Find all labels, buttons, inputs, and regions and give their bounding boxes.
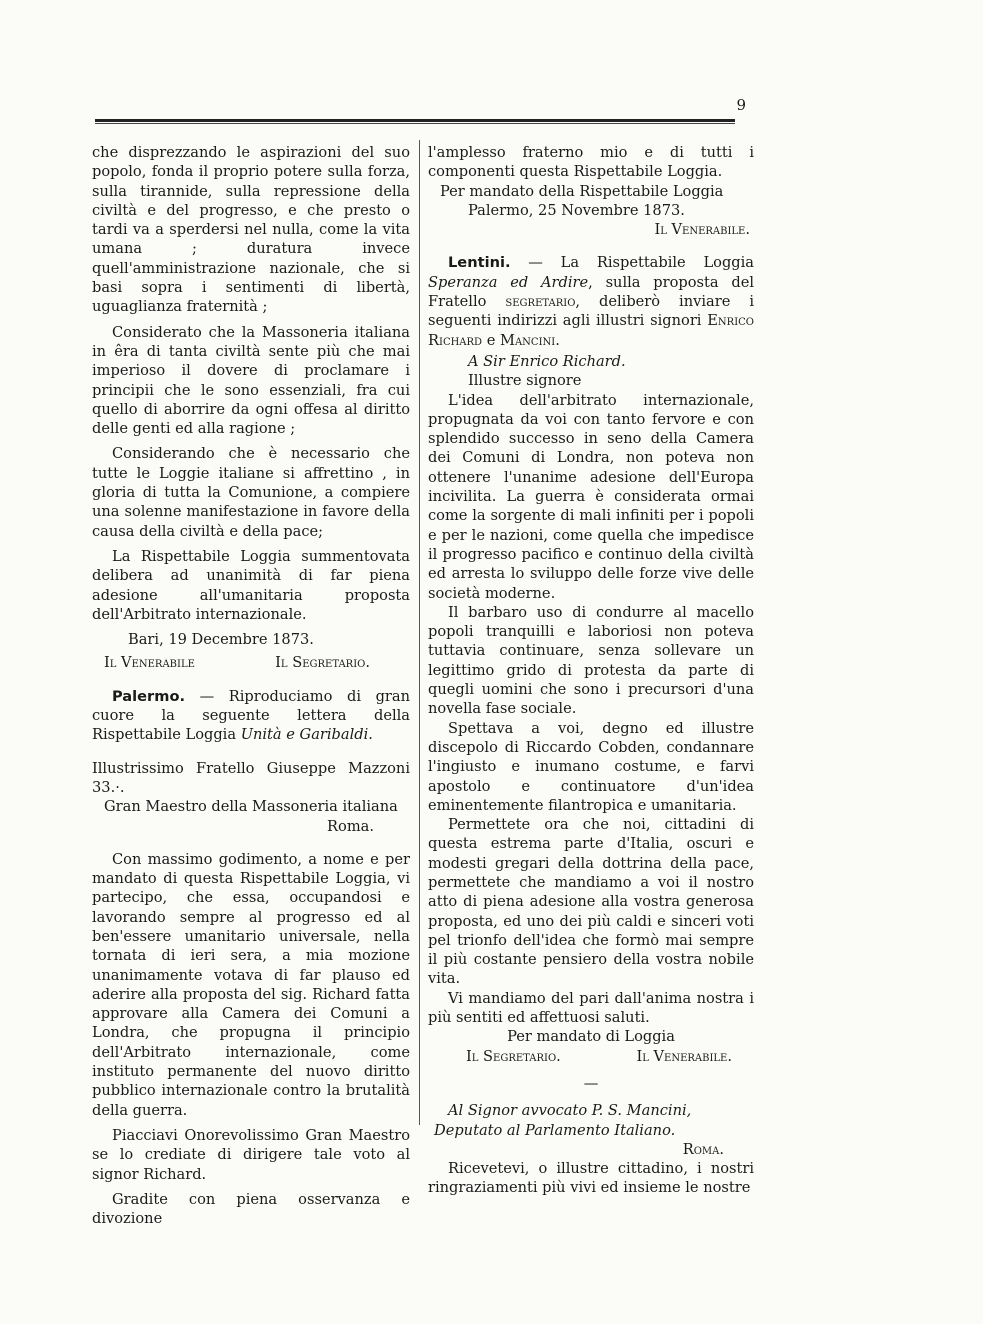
paragraph: Spettava a voi, degno ed illustre discepolo di Riccardo Cobden, condannare l'ingiusto e inumano costume, e farvi apostolo e continuatore d'un'idea eminentemente filantropica e umanitaria. <box>428 719 754 814</box>
signature-row <box>428 1047 754 1066</box>
paragraph: L'idea dell'arbitrato internazionale, propugnata da voi con tanto fervore e con splendido successo in seno della Camera dei Comuni di Londra, non poteva non ottenere l'unanime adesione dell'Europa incivilita. La guerra è considerata ormai come la sorgente di mali infiniti per i popoli e per le nazioni, come quella che impedisce il progresso pacifico e continuo della civiltà ed arresta lo sviluppo delle forze vive delle società moderne. <box>428 391 754 602</box>
paragraph: Ricevetevi, o illustre cittadino, i nostri ringraziamenti più vivi ed insieme le nostre <box>428 1160 754 1197</box>
section-text: — La Rispettabile Loggia <box>510 254 754 272</box>
lodge-name: Speranza ed Ardire <box>428 273 589 291</box>
signature-segretario: Il Segretario. <box>466 1047 561 1065</box>
paragraph: La Rispettabile Loggia summentovata delibera ad unanimità di far piena adesione all'umanitaria proposta dell'Arbitrato internazionale. <box>92 547 410 623</box>
signature-segretario: Il Segretario. <box>275 654 370 672</box>
section-text: , deliberò inviare i seguenti indirizzi agli illustri signori <box>428 293 754 330</box>
person-name: Mancini. <box>500 331 560 349</box>
paragraph: Con massimo godimento, a nome e per mandato di questa Rispettabile Loggia, vi partecipo, che essa, occupandosi e lavorando sempre al progresso ed al ben'essere umanitario universale, nella tornata di ieri sera, a mia mozione unanimamente votava di far plauso ed aderire alla proposta del sig. Richard fatta approvare alla Camera dei Comuni a Londra, che propugna il principio dell'Arbitrato internazionale, come instituto permanente del nuovo diritto pubblico internazionale contro la brutalità della guerra. <box>92 850 410 1119</box>
address-line: Illustrissimo Fratello Giuseppe Mazzoni 33.·. <box>92 759 410 796</box>
separator: — <box>583 1074 599 1092</box>
signoff-line: Per mandato di Loggia <box>507 1028 675 1046</box>
signature-venerabile: Il Venerabile <box>104 654 195 672</box>
role-name: segretario <box>505 293 576 311</box>
date-line: Bari, 19 Decembre 1873. <box>128 631 314 649</box>
section-text: e <box>482 331 501 349</box>
letter-address: Roma. <box>682 1140 724 1158</box>
paragraph: l'amplesso fraterno mio e di tutti i componenti questa Rispettabile Loggia. <box>428 144 754 181</box>
paragraph: Vi mandiamo del pari dall'anima nostra i più sentiti ed affettuosi saluti. <box>428 989 754 1027</box>
signature-venerabile: Il Venerabile. <box>654 221 750 239</box>
section-heading: Palermo. <box>112 687 186 705</box>
signature-venerabile: Il Venerabile. <box>636 1047 732 1065</box>
header-rule <box>95 119 735 124</box>
page-number: 9 <box>736 96 746 114</box>
salutation: Illustre signore <box>468 372 582 390</box>
address-line: Roma. <box>327 817 374 835</box>
section-text: — Riproduciamo di gran cuore la seguente lettera della Rispettabile Loggia <box>92 687 410 744</box>
paragraph: Il barbaro uso di condurre al macello popoli tranquilli e laboriosi non poteva tuttavia continuare, senza sollevare un legittimo grido di protesta da parte di quegli uomini che sono i precursori d'una novella fase sociale. <box>428 603 754 718</box>
paragraph: Considerato che la Massoneria italiana in êra di tanta civiltà sente più che mai imperioso il dovere di proclamare i principii che le sono essenziali, fra cui quello di aborrire da ogni offesa al diritto delle genti ed alla ragione ; <box>92 323 410 438</box>
signoff-line: Per mandato della Rispettabile Loggia <box>440 182 724 200</box>
right-column <box>428 143 754 1198</box>
section-palermo <box>92 687 410 745</box>
letter-address: Al Signor avvocato P. S. Mancini, <box>448 1102 692 1120</box>
letter-address: A Sir Enrico Richard. <box>468 352 626 370</box>
paragraph: Permettete ora che noi, cittadini di questa estrema parte d'Italia, oscuri e modesti gregari della dottrina della pace, permettete che mandiamo a voi il nostro atto di piena adesione alla vostra generosa proposta, ed uno dei più caldi e sinceri voti pel trionfo dell'idea che formò mai sempre il più costante pensiero della vostra nobile vita. <box>428 816 754 988</box>
paragraph: che disprezzando le aspirazioni del suo popolo, fonda il proprio potere sulla forza, sulla tirannide, sulla repressione della civiltà e del progresso, e che presto o tardi va a sperdersi nel nulla, come la vita umana ; duratura invece quell'amministrazione nazionale, che si basi sopra i sentimenti di libertà, uguaglianza fraternità ; <box>92 144 410 316</box>
section-heading: Lentini. <box>448 254 511 272</box>
section-lentini <box>428 253 754 349</box>
date-line: Palermo, 25 Novembre 1873. <box>468 201 685 219</box>
paragraph: Gradite con piena osservanza e divozione <box>92 1190 410 1228</box>
lodge-name: Unità e Garibaldi. <box>240 726 373 744</box>
letter-address: Deputato al Parlamento Italiano. <box>434 1121 676 1139</box>
left-column <box>92 143 410 1228</box>
section-text: , sulla proposta del Fratello <box>428 273 754 311</box>
column-divider <box>419 140 420 1125</box>
person-name: Enrico Richard <box>428 312 754 349</box>
paragraph: Considerando che è necessario che tutte le Loggie italiane si affrettino , in gloria di tutta la Comunione, a compiere una solenne manifestazione in favore della causa della civiltà e della pace; <box>92 445 410 540</box>
address-line: Gran Maestro della Massoneria italiana <box>104 798 398 816</box>
signature-row <box>92 653 410 672</box>
paragraph: Piacciavi Onorevolissimo Gran Maestro se lo crediate di dirigere tale voto al signor Richard. <box>92 1126 410 1183</box>
